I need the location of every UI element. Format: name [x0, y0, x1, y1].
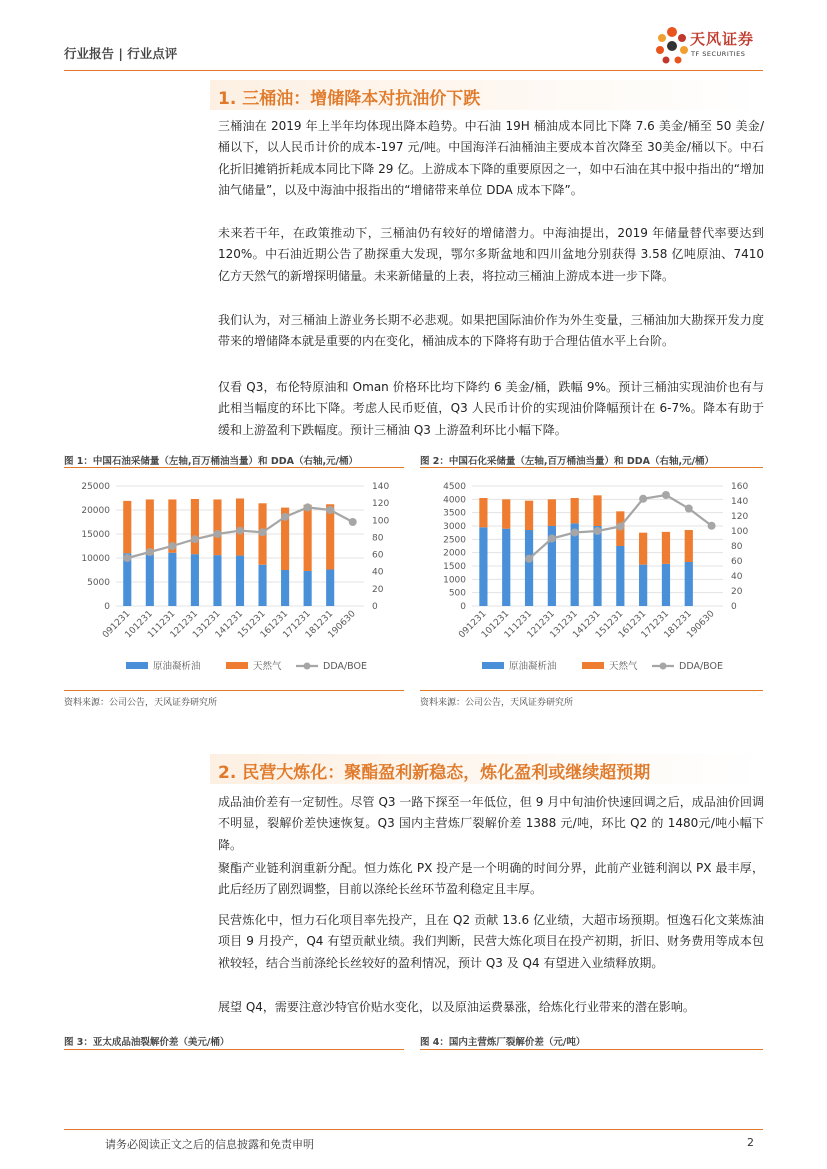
y-left-tick-label: 4000 — [443, 495, 466, 506]
bar-gas — [548, 499, 556, 526]
section1-paragraph-3: 我们认为，对三桶油上游业务长期不必悲观。如果把国际油价作为外生变量，三桶油加大勘探开发力度带来的增储降本就是重要的内在变化，桶油成本的下降将有助于合理估值水平上台阶。 — [218, 313, 764, 349]
y-right-tick-label: 40 — [731, 572, 743, 582]
figure1-chart — [64, 472, 404, 692]
y-right-tick-label: 0 — [731, 602, 737, 612]
y-left-tick-label: 25000 — [81, 482, 110, 492]
bar-crude — [616, 546, 624, 606]
y-left-tick-label: 2000 — [443, 548, 466, 559]
dda-point — [685, 505, 693, 513]
x-tick-label: 190630 — [326, 609, 358, 641]
figure1-caption: 图 1：中国石油采储量（左轴,百万桶油当量）和 DDA（右轴,元/桶） — [64, 456, 359, 467]
legend-label: 原油凝析油 — [509, 661, 557, 672]
x-tick-label: 091231 — [457, 609, 489, 641]
bar-gas — [502, 499, 510, 528]
dda-point — [571, 529, 579, 537]
x-tick-label: 190630 — [685, 609, 717, 641]
bar-crude — [326, 570, 334, 606]
bar-gas — [593, 495, 601, 526]
y-right-tick-label: 160 — [731, 482, 749, 492]
y-left-tick-label: 0 — [104, 602, 110, 612]
y-right-tick-label: 80 — [731, 542, 743, 552]
legend-label: DDA/BOE — [323, 661, 367, 672]
header-divider — [64, 70, 763, 71]
y-right-tick-label: 20 — [731, 587, 743, 597]
dda-point — [616, 523, 624, 531]
legend-label: 原油凝析油 — [153, 661, 201, 672]
legend-label: 天然气 — [609, 661, 638, 672]
legend-swatch — [482, 662, 504, 669]
x-tick-label: 091231 — [101, 609, 133, 641]
section1-paragraph-1: 三桶油在 2019 年上半年均体现出降本趋势。中石油 19H 桶油成本同比下降 7.6 美金/桶至 50 美金/桶以下，以人民币计价的成本-197 元/吨。中国海洋石油桶油主要成本首次降至 30美金/桶以下。中石化折旧摊销折耗成本同比下降 29 亿。上游成本下降的重要原因之一，如中石油在其中报中指出的“增加油气储量”，以及中海油中报指出的“增储带来单位 DDA 成本下降”。 — [218, 119, 764, 197]
figure2-caption: 图 2：中国石化采储量（左轴,百万桶油当量）和 DDA（右轴,元/桶） — [420, 456, 715, 467]
dda-point — [349, 518, 357, 526]
figure4-caption: 图 4：国内主营炼厂裂解价差（元/吨） — [420, 1037, 586, 1048]
y-left-tick-label: 3500 — [443, 508, 466, 519]
dda-point — [708, 522, 716, 530]
figure3-caption: 图 3：亚太成品油裂解价差（美元/桶） — [64, 1037, 230, 1048]
dda-point — [304, 503, 312, 511]
section1-title: 1. 三桶油：增储降本对抗油价下跌 — [218, 89, 481, 109]
dda-point — [662, 491, 670, 499]
section2-paragraph-2: 聚酯产业链利润重新分配。恒力炼化 PX 投产是一个明确的时间分界，此前产业链利润以 PX 最丰厚，此后经历了剧烈调整，目前以涤纶长丝环节盈利稳定且丰厚。 — [218, 861, 764, 897]
x-tick-label: 121231 — [168, 609, 201, 641]
legend-swatch — [582, 662, 604, 669]
section2-paragraph-3: 民营炼化中，恒力石化项目率先投产，且在 Q2 贡献 13.6 亿业绩，大超市场预期。恒逸石化文莱炼油项目 9 月投产，Q4 有望贡献业绩。我们判断，民营大炼化项目在投产初期，折旧、财务费用等成本包袱较轻，结合当前涤纶长丝较好的盈利情况，预计 Q3 及 Q4 有望进入业绩释放期。 — [218, 913, 764, 970]
bar-gas — [191, 499, 199, 554]
x-tick-label: 101231 — [123, 609, 155, 641]
tf-securities-logo — [654, 24, 764, 68]
bar-gas — [525, 501, 533, 530]
y-left-tick-label: 3000 — [443, 522, 466, 532]
dda-point — [548, 535, 556, 543]
bar-crude — [639, 565, 647, 606]
y-right-tick-label: 0 — [372, 602, 378, 612]
y-left-tick-label: 20000 — [81, 506, 110, 516]
bar-crude — [525, 530, 533, 606]
y-right-tick-label: 60 — [372, 550, 384, 561]
y-right-tick-label: 140 — [731, 497, 749, 507]
figure1-source: 资料来源：公司公告，天风证券研究所 — [64, 698, 218, 708]
section2-paragraph-4: 展望 Q4，需要注意沙特官价贴水变化，以及原油运费暴涨，给炼化行业带来的潜在影响。 — [218, 1000, 695, 1014]
figure2-bottom-rule — [420, 690, 763, 691]
x-tick-label: 141231 — [571, 609, 603, 641]
y-right-tick-label: 20 — [372, 584, 384, 595]
y-right-tick-label: 40 — [372, 567, 384, 578]
legend-label: 天然气 — [253, 661, 282, 672]
dda-point — [639, 495, 647, 503]
bar-crude — [593, 526, 601, 606]
bar-gas — [326, 504, 334, 569]
section1-paragraph-2: 未来若干年，在政策推动下，三桶油仍有较好的增储潜力。中海油提出，2019 年储量替代率要达到 120%。中石油近期公告了勘探重大发现，鄂尔多斯盆地和四川盆地分别获得 3.58 亿吨原油、7410 亿方天然气的新增探明储量。未来新储量的上表，将拉动三桶油上游成本进一步下降。 — [218, 226, 764, 283]
legend-label: DDA/BOE — [679, 661, 723, 672]
y-left-tick-label: 0 — [460, 602, 466, 612]
dda-point — [213, 530, 221, 538]
dda-point — [123, 554, 131, 562]
bar-gas — [146, 499, 154, 554]
figure3-caption-rule — [64, 1049, 404, 1050]
bar-gas — [479, 498, 487, 527]
figure2-chart — [420, 472, 763, 692]
x-tick-label: 181231 — [303, 609, 336, 641]
figure1-bottom-rule — [64, 690, 404, 691]
page-number: 2 — [747, 1136, 754, 1149]
y-right-tick-label: 100 — [372, 516, 390, 527]
x-tick-label: 161231 — [258, 609, 291, 641]
x-tick-label: 151231 — [594, 609, 626, 641]
y-right-tick-label: 140 — [372, 482, 390, 492]
dda-point — [525, 555, 533, 563]
y-left-tick-label: 10000 — [81, 554, 110, 564]
report-category: 行业报告 | 行业点评 — [64, 46, 178, 61]
bar-crude — [191, 554, 199, 606]
dda-point — [146, 548, 154, 556]
y-right-tick-label: 100 — [731, 527, 749, 537]
y-right-tick-label: 120 — [731, 512, 749, 522]
legend-swatch — [126, 662, 148, 669]
figure1-caption-rule — [64, 467, 404, 468]
footer-divider — [64, 1129, 763, 1130]
x-tick-label: 171231 — [639, 609, 672, 641]
figure2-caption-rule — [420, 467, 763, 468]
section1-paragraph-4: 仅看 Q3，布伦特原油和 Oman 价格环比均下降约 6 美金/桶，跌幅 9%。预计三桶油实现油价也有与此相当幅度的环比下降。考虑人民币贬值，Q3 人民币计价的实现油价降幅预计在 6-7%。降本有助于缓和上游盈利下跌幅度。预计三桶油 Q3 上游盈利环比小幅下降。 — [218, 380, 764, 437]
x-tick-label: 141231 — [213, 609, 246, 641]
legend-swatch — [660, 663, 667, 670]
figure4-caption-rule — [420, 1049, 763, 1050]
bar-crude — [168, 553, 176, 606]
bar-gas — [571, 498, 579, 523]
bar-gas — [685, 530, 693, 562]
flower-logo-icon — [654, 24, 690, 68]
dda-point — [281, 513, 289, 521]
bar-crude — [685, 562, 693, 606]
legend-swatch — [304, 663, 311, 670]
dda-point — [236, 527, 244, 535]
figure2-source: 资料来源：公司公告，天风证券研究所 — [420, 698, 574, 708]
y-left-tick-label: 5000 — [87, 578, 110, 588]
x-tick-label: 101231 — [479, 609, 512, 641]
x-tick-label: 161231 — [616, 609, 649, 641]
dda-point — [259, 528, 267, 536]
y-left-tick-label: 2500 — [443, 535, 466, 546]
bar-crude — [502, 529, 510, 606]
bar-gas — [639, 533, 647, 565]
bar-crude — [146, 555, 154, 606]
legend-swatch — [226, 662, 248, 669]
dda-point — [168, 542, 176, 550]
bar-gas — [213, 499, 221, 555]
bar-gas — [123, 501, 131, 553]
x-tick-label: 111231 — [146, 609, 178, 641]
x-tick-label: 131231 — [191, 609, 223, 641]
dda-point — [326, 506, 334, 514]
x-tick-label: 121231 — [525, 609, 557, 641]
bar-crude — [479, 527, 487, 606]
dda-point — [191, 535, 199, 543]
x-tick-label: 181231 — [662, 609, 694, 641]
dda-point — [594, 527, 602, 535]
y-left-tick-label: 1000 — [443, 575, 466, 586]
bar-crude — [258, 565, 266, 606]
x-tick-label: 171231 — [281, 609, 313, 641]
footer-disclaimer: 请务必阅读正文之后的信息披露和免责申明 — [105, 1138, 314, 1151]
y-right-tick-label: 80 — [372, 533, 384, 544]
section2-title: 2. 民营大炼化：聚酯盈利新稳态，炼化盈利或继续超预期 — [218, 763, 651, 783]
y-right-tick-label: 60 — [731, 557, 743, 567]
bar-gas — [304, 505, 312, 571]
y-right-tick-label: 120 — [372, 499, 390, 510]
x-tick-label: 111231 — [502, 609, 535, 641]
bar-crude — [213, 555, 221, 606]
bar-crude — [281, 570, 289, 606]
x-tick-label: 131231 — [548, 609, 580, 641]
bar-crude — [662, 564, 670, 606]
x-tick-label: 151231 — [236, 609, 268, 641]
bar-crude — [236, 556, 244, 606]
bar-crude — [304, 571, 312, 606]
y-left-tick-label: 4500 — [443, 482, 466, 492]
section2-paragraph-1: 成品油价差有一定韧性。尽管 Q3 一路下探至一年低位，但 9 月中旬油价快速回调之后，成品油价回调不明显，裂解价差快速恢复。Q3 国内主营炼厂裂解价差 1388 元/吨，环比 Q2 的 1480元/吨小幅下降。 — [218, 795, 764, 852]
y-left-tick-label: 1500 — [443, 562, 466, 572]
y-left-tick-label: 15000 — [81, 530, 110, 540]
y-left-tick-label: 500 — [448, 588, 466, 599]
bar-gas — [662, 532, 670, 564]
brand-subtitle: TF SECURITIES — [691, 50, 746, 58]
brand-name: 天风证券 — [690, 30, 755, 48]
